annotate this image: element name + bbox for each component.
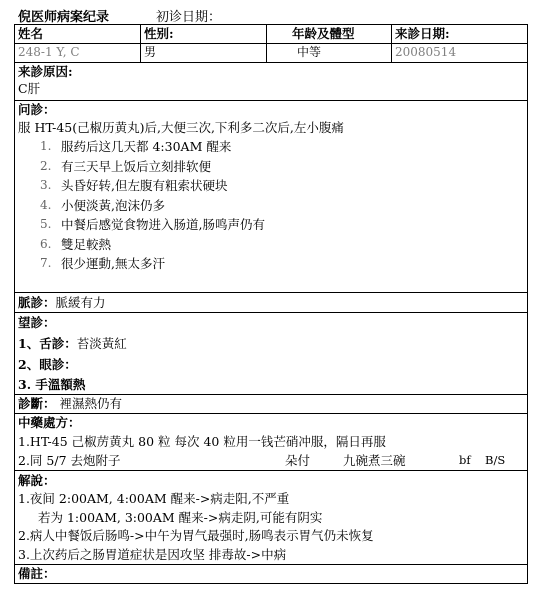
notes-section bbox=[15, 564, 527, 583]
pulse-label: 脈診： bbox=[18, 295, 56, 310]
pulse-section bbox=[15, 292, 527, 312]
list-item: 1. 服药后这几天都 4:30AM 醒来 bbox=[40, 139, 232, 154]
prescription-label: 中藥處方： bbox=[18, 415, 81, 430]
prescription-line-2-main: 2.同 5/7 去炮附子 bbox=[18, 453, 121, 468]
prescription-line-1: 1.HT-45 己椒苈黄丸 80 粒 每次 40 粒用一钱芒硝冲服，隔日再服 bbox=[18, 434, 386, 449]
list-item: 3. 头昏好转,但左腹有粗索状硬块 bbox=[40, 178, 228, 193]
record-table bbox=[14, 24, 528, 584]
list-item: 2. 有三天早上饭后立刻排软便 bbox=[40, 158, 212, 174]
age-build-value: 中等 bbox=[266, 44, 391, 62]
explanation-section bbox=[15, 470, 527, 564]
list-item: 5. 中餐后感觉食物进入肠道,肠鸣声仍有 bbox=[40, 217, 265, 232]
prescription-line-2 bbox=[15, 451, 527, 470]
prescription-timing-bf: bf bbox=[459, 453, 471, 467]
list-item: 7. 很少運動,無太多汗 bbox=[40, 256, 165, 271]
inquiry-intro: 服 HT-45(己椒历黄丸)后,大便三次,下利多二次后,左小腹痛 bbox=[18, 120, 344, 135]
inquiry-label: 问診： bbox=[18, 102, 56, 117]
eye-label: 2、眼診： bbox=[18, 357, 77, 372]
prescription-decoction: 九碗煮三碗 bbox=[343, 453, 406, 468]
patient-values-row bbox=[15, 43, 527, 62]
visit-date-value: 20080514 bbox=[391, 44, 527, 62]
prescription-herb: 朵付 bbox=[285, 453, 311, 468]
patient-name-value: 248-1 Y, C bbox=[18, 45, 80, 59]
prescription-section bbox=[15, 413, 527, 470]
first-visit-date-label: 初诊日期： bbox=[156, 10, 222, 25]
diagnosis-section bbox=[15, 394, 527, 413]
age-build-header: 年龄及體型 bbox=[266, 25, 391, 43]
visit-date-header: 来診日期: bbox=[391, 25, 527, 43]
tongue-label: 1、舌診： bbox=[18, 336, 77, 351]
hand-forehead-value: 3. 手溫額熱 bbox=[18, 377, 86, 392]
patient-header-row bbox=[15, 25, 527, 43]
explanation-label: 解說： bbox=[18, 473, 56, 488]
observation-section bbox=[15, 312, 527, 394]
list-item: 6. 雙足較熱 bbox=[40, 236, 112, 252]
gender-header: 性别: bbox=[140, 25, 266, 43]
explanation-line: 3.上次药后之肠胃道症状是因攻坚 排毒故->中病 bbox=[18, 546, 287, 562]
explanation-line: 1.夜间 2:00AM, 4:00AM 醒来->病走阳,不严重 bbox=[18, 491, 290, 506]
gender-value: 男 bbox=[140, 44, 266, 62]
list-item: 4. 小便淡黃,泡沫仍多 bbox=[40, 197, 165, 213]
reason-label: 来診原因: bbox=[18, 64, 73, 79]
notes-label: 備註： bbox=[18, 566, 56, 581]
observation-label: 望診： bbox=[18, 315, 56, 330]
pulse-value: 脈緩有力 bbox=[55, 295, 106, 310]
explanation-line: 2.病人中餐饭后肠鸣->中午为胃气最强时,肠鸣表示胃气仍未恢复 bbox=[18, 528, 374, 543]
diagnosis-value: 裡濕熱仍有 bbox=[59, 396, 123, 411]
record-title: 倪医师病案纪录 bbox=[18, 10, 110, 25]
reason-section bbox=[15, 62, 527, 100]
reason-value: C肝 bbox=[18, 81, 41, 96]
symptom-list bbox=[15, 137, 527, 274]
inquiry-section bbox=[15, 100, 527, 292]
prescription-timing-bs: B/S bbox=[485, 453, 506, 467]
tongue-value: 苔淡黃紅 bbox=[76, 336, 127, 351]
explanation-line: 若为 1:00AM, 3:00AM 醒来->病走阴,可能有阴实 bbox=[38, 509, 323, 525]
diagnosis-label: 診斷： bbox=[18, 396, 56, 411]
name-header: 姓名 bbox=[18, 26, 44, 41]
